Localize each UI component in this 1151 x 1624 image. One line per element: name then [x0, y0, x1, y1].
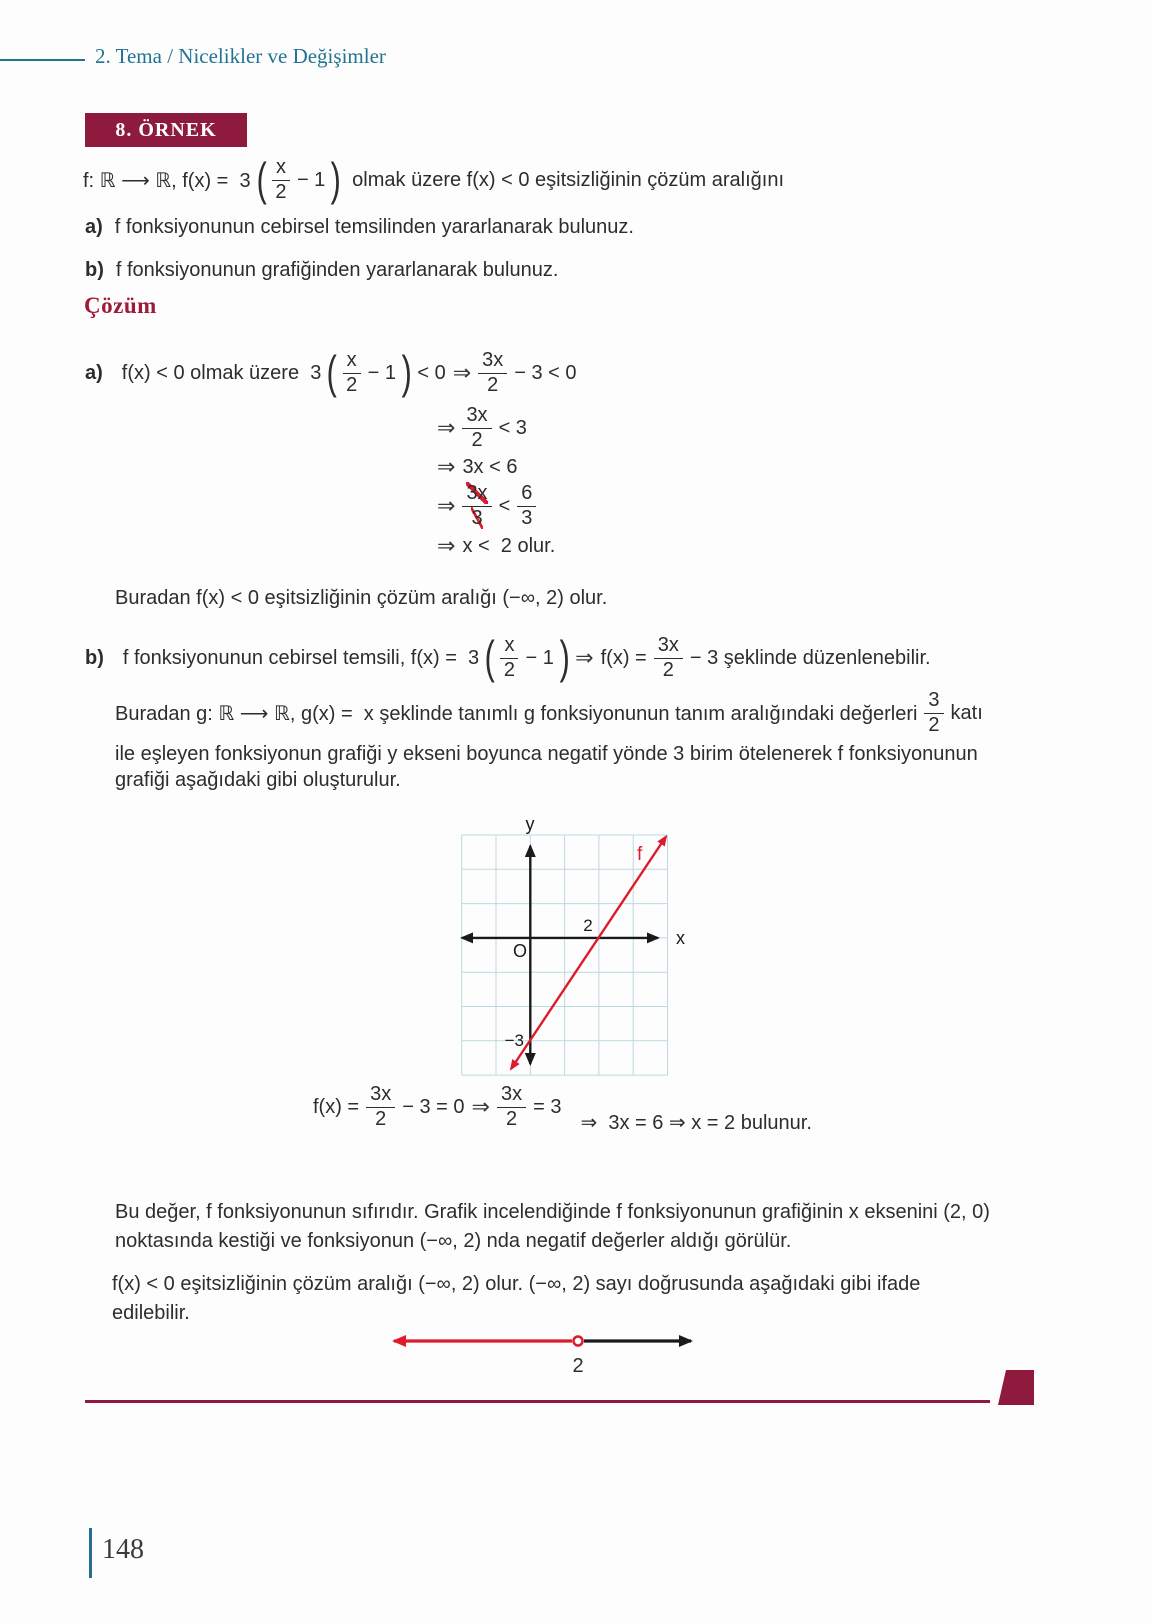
zero-equation-line	[313, 1078, 812, 1136]
implies-arrow: ⇒	[437, 454, 456, 479]
close-paren: )	[401, 346, 412, 399]
math-fragment: < 0	[417, 361, 446, 384]
math-fragment: 3x < 6	[462, 455, 518, 478]
math-fragment: katı	[950, 701, 983, 724]
open-paren: (	[484, 631, 495, 684]
math-fragment: f fonksiyonunun cebirsel temsili, f(x) = 3	[122, 646, 480, 669]
function-graph	[430, 790, 700, 1085]
problem-item-b	[85, 256, 558, 285]
item-b-label: b)	[85, 259, 104, 281]
implies-arrow: ⇒	[452, 360, 472, 385]
page-number: 148	[102, 1534, 144, 1565]
fraction-numerator: 3x	[462, 405, 491, 429]
fraction-denominator: 2	[375, 1107, 387, 1130]
fraction-numerator: x	[500, 635, 518, 659]
solution-a-step4	[437, 479, 536, 533]
math-fragment: olmak üzere f(x) < 0 eşitsizliğinin çözüm aralığını	[346, 168, 785, 191]
fraction-denominator: 3	[521, 506, 533, 529]
fraction-denominator: 2	[662, 658, 674, 681]
analysis-paragraph	[115, 1198, 990, 1256]
math-fragment: − 1	[525, 646, 554, 669]
solution-b-paragraph-line3: grafiği aşağıdaki gibi oluşturulur.	[115, 769, 401, 791]
open-paren: (	[326, 346, 338, 399]
implies-arrow: ⇒	[437, 533, 456, 558]
solution-b-paragraph-line1	[115, 688, 983, 738]
implies-arrow: ⇒	[437, 415, 456, 440]
math-fragment: − 3 = 0	[402, 1095, 465, 1118]
fraction-denominator: 2	[471, 428, 483, 451]
math-fragment: − 3 < 0	[514, 361, 577, 384]
footer-corner-shape	[998, 1370, 1034, 1405]
analysis-line2: noktasında kestiği ve fonksiyonun (−∞, 2) nda negatif değerler aldığı görülür.	[115, 1230, 792, 1252]
fraction-denominator: 2	[505, 1107, 518, 1130]
math-fragment: − 1	[296, 168, 326, 191]
fraction-denominator: 2	[346, 373, 358, 396]
function-line-f	[511, 837, 666, 1070]
analysis-line1: Bu değer, f fonksiyonunun sıfırıdır. Grafik incelendiğinde f fonksiyonunun grafiğinin x eksenini (2, 0)	[115, 1201, 990, 1223]
math-fragment: x < 2 olur.	[462, 534, 556, 557]
grid-lines	[462, 835, 668, 1075]
example-badge	[85, 113, 247, 147]
math-fragment: < 3	[498, 416, 527, 439]
fraction-numerator: 3x	[654, 635, 683, 659]
fraction	[654, 635, 683, 681]
fraction-numerator: 6	[517, 483, 536, 507]
problem-item-a	[85, 213, 634, 242]
fraction-numerator: 3x	[478, 350, 507, 374]
result-paragraph	[112, 1270, 920, 1328]
solution-a-step3	[437, 453, 517, 481]
math-fragment: f(x) =	[313, 1095, 360, 1118]
math-fragment: f(x) < 0 olmak üzere 3	[121, 361, 322, 384]
solution-a-step5	[437, 532, 555, 560]
number-line	[370, 1322, 720, 1380]
result-line2: edilebilir.	[112, 1302, 190, 1324]
fraction-denominator: 2	[487, 373, 499, 396]
cancelled-numerator: 3x	[466, 481, 488, 504]
implies-arrow: ⇒	[471, 1094, 490, 1119]
fraction	[478, 350, 507, 396]
fraction	[497, 1084, 526, 1130]
footer-rule	[85, 1400, 990, 1403]
page-number-bar	[89, 1528, 92, 1578]
problem-statement	[83, 150, 784, 210]
fraction	[343, 350, 361, 396]
solution-a-label: a)	[85, 361, 103, 384]
cancelled-denominator: 3	[471, 506, 483, 529]
x-axis-label: x	[676, 928, 685, 948]
header-rule	[0, 59, 85, 61]
math-fragment: f: ℝ ⟶ ℝ, f(x) = 3	[83, 169, 251, 192]
open-circle-point	[574, 1337, 583, 1346]
fraction	[517, 483, 536, 529]
close-paren: )	[559, 631, 570, 684]
item-a-label: a)	[85, 216, 103, 238]
section-title: 2. Tema / Nicelikler ve Değişimler	[95, 44, 386, 68]
fraction-numerator: 3x	[497, 1084, 526, 1108]
number-line-point-label: 2	[572, 1355, 584, 1377]
example-badge-label: 8. ÖRNEK	[115, 118, 217, 141]
solution-a-line1	[85, 344, 577, 402]
math-fragment: − 1	[367, 361, 397, 384]
implies-arrow: ⇒	[575, 645, 594, 670]
fraction-numerator: 3x	[366, 1084, 395, 1108]
solution-a-conclusion: Buradan f(x) < 0 eşitsizliğinin çözüm aralığı (−∞, 2) olur.	[115, 587, 608, 609]
fraction-numerator: 3	[924, 690, 943, 714]
implies-arrow: ⇒	[437, 493, 456, 518]
fraction	[366, 1084, 395, 1130]
fraction-denominator: 2	[275, 180, 287, 203]
fraction-numerator: x	[272, 157, 290, 181]
solution-b-label: b)	[85, 646, 104, 669]
item-b-text: f fonksiyonunun grafiğinden yararlanarak bulunuz.	[115, 259, 559, 281]
y-axis-label: y	[525, 814, 535, 834]
solution-b-paragraph-line2: ile eşleyen fonksiyonun grafiği y ekseni boyunca negatif yönde 3 birim ötelenerek f fonksiyonunun	[115, 743, 978, 765]
fraction	[272, 157, 290, 203]
math-fragment: − 3 şeklinde düzenlenebilir.	[689, 646, 931, 669]
origin-label: O	[512, 941, 528, 961]
solution-a-step2	[437, 403, 527, 453]
math-fragment: ⇒ 3x = 6 ⇒ x = 2 bulunur.	[580, 1111, 812, 1134]
solution-b-line1	[85, 628, 931, 688]
result-line1: f(x) < 0 eşitsizliğinin çözüm aralığı (−∞, 2) olur. (−∞, 2) sayı doğrusunda aşağıdaki gibi ifade	[112, 1273, 921, 1295]
open-paren: (	[256, 153, 267, 206]
close-paren: )	[330, 153, 342, 206]
math-fragment: <	[498, 494, 511, 517]
math-fragment: Buradan g: ℝ ⟶ ℝ, g(x) = x şeklinde tanımlı g fonksiyonunun tanım aralığındaki değerleri	[115, 702, 918, 725]
solution-heading: Çözüm	[84, 293, 157, 318]
fraction	[462, 405, 491, 451]
item-a-text: f fonksiyonunun cebirsel temsilinden yararlanarak bulunuz.	[114, 216, 634, 238]
fraction-denominator: 2	[928, 713, 940, 736]
fraction-denominator: 2	[503, 658, 516, 681]
fraction-numerator: x	[343, 350, 361, 374]
fraction	[500, 635, 518, 681]
x-intercept-label: 2	[583, 916, 593, 935]
y-intercept-label: −3	[504, 1031, 524, 1050]
fraction	[924, 690, 943, 736]
math-fragment: f(x) =	[600, 646, 647, 669]
function-label: f	[637, 844, 643, 865]
math-fragment: = 3	[533, 1095, 562, 1118]
fraction-cancelled	[462, 483, 491, 529]
